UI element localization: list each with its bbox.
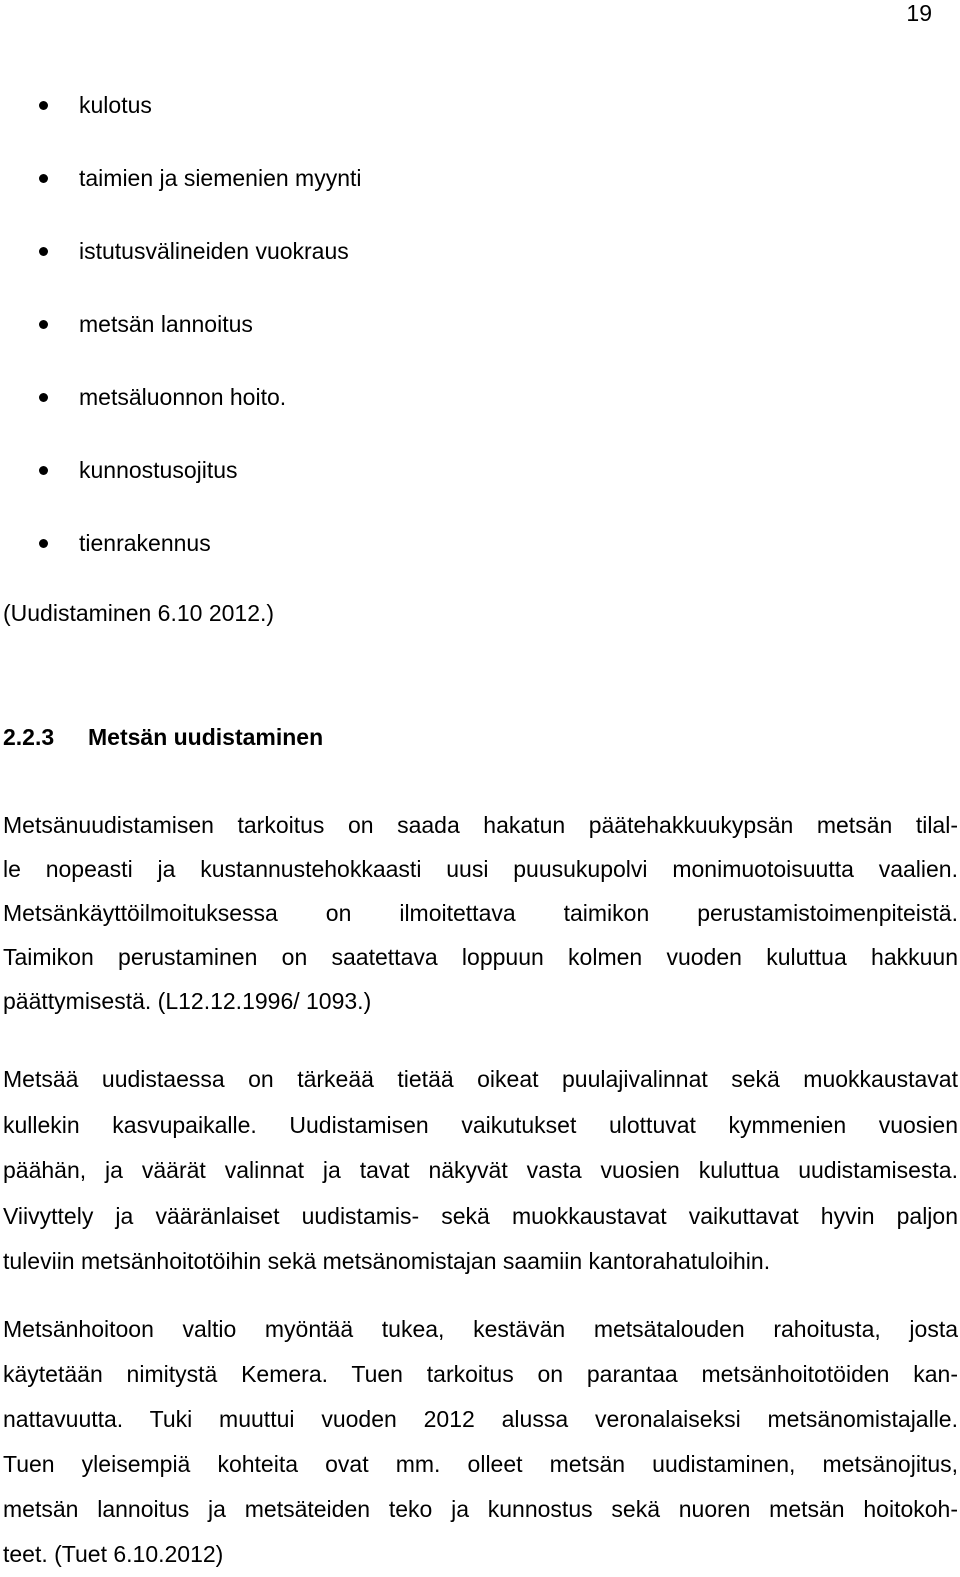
paragraph-line: käytetään nimitystä Kemera. Tuen tarkoitus on parantaa metsänhoitotöiden kan- bbox=[3, 1361, 958, 1387]
page-number: 19 bbox=[906, 0, 932, 26]
paragraph-line: nattavuutta. Tuki muuttui vuoden 2012 alussa veronalaiseksi metsänomistajalle. bbox=[3, 1406, 958, 1432]
paragraph-kemera-support bbox=[3, 1307, 958, 1577]
list-item bbox=[0, 526, 362, 599]
paragraph-line: metsän lannoitus ja metsäteiden teko ja kunnostus sekä nuoren metsän hoitokoh- bbox=[3, 1496, 958, 1522]
list-item bbox=[0, 161, 362, 234]
bullet-icon bbox=[39, 247, 48, 256]
source-citation: (Uudistaminen 6.10 2012.) bbox=[3, 600, 275, 626]
bullet-icon bbox=[39, 101, 48, 110]
paragraph-line: le nopeasti ja kustannustehokkaasti uusi puusukupolvi monimuotoisuutta vaalien. bbox=[3, 856, 958, 882]
paragraph-forest-regeneration-purpose bbox=[3, 803, 958, 1023]
paragraph-line: Metsänuudistamisen tarkoitus on saada hakatun päätehakkuukypsän metsän tilal- bbox=[3, 812, 958, 838]
list-item bbox=[0, 380, 362, 453]
list-item-text: istutusvälineiden vuokraus bbox=[79, 238, 349, 264]
list-item bbox=[0, 88, 362, 161]
paragraph-line: Metsää uudistaessa on tärkeää tietää oikeat puulajivalinnat sekä muokkaustavat bbox=[3, 1066, 958, 1092]
list-item bbox=[0, 453, 362, 526]
bullet-icon bbox=[39, 466, 48, 475]
list-item-text: kunnostusojitus bbox=[79, 457, 238, 483]
paragraph-line: päähän, ja väärät valinnat ja tavat näkyvät vasta vuosien kuluttua uudistamisesta. bbox=[3, 1157, 958, 1183]
paragraph-line: Taimikon perustaminen on saatettava loppuun kolmen vuoden kuluttua hakkuun bbox=[3, 944, 958, 970]
list-item-text: taimien ja siemenien myynti bbox=[79, 165, 362, 191]
paragraph-line: tuleviin metsänhoitotöihin sekä metsänomistajan saamiin kantorahatuloihin. bbox=[3, 1248, 771, 1274]
list-item-text: metsän lannoitus bbox=[79, 311, 253, 337]
paragraph-line: kullekin kasvupaikalle. Uudistamisen vaikutukset ulottuvat kymmenien vuosien bbox=[3, 1111, 958, 1138]
list-item bbox=[0, 307, 362, 380]
list-item-text: tienrakennus bbox=[79, 530, 211, 556]
bullet-list bbox=[0, 88, 362, 599]
list-item bbox=[0, 234, 362, 307]
paragraph-line: päättymisestä. (L12.12.1996/ 1093.) bbox=[3, 988, 372, 1014]
section-number: 2.2.3 bbox=[3, 724, 55, 750]
paragraph-line: Tuen yleisempiä kohteita ovat mm. olleet metsän uudistaminen, metsänojitus, bbox=[3, 1451, 958, 1477]
bullet-icon bbox=[39, 393, 48, 402]
section-heading bbox=[3, 720, 323, 754]
paragraph-line: Metsänhoitoon valtio myöntää tukea, kestävän metsätalouden rahoitusta, josta bbox=[3, 1316, 958, 1342]
paragraph-line: Viivyttely ja vääränlaiset uudistamis- sekä muokkaustavat vaikuttavat hyvin paljon bbox=[3, 1202, 958, 1229]
list-item-text: kulotus bbox=[79, 92, 152, 118]
paragraph-line: teet. (Tuet 6.10.2012) bbox=[3, 1541, 224, 1567]
bullet-icon bbox=[39, 174, 48, 183]
paragraph-line: Metsänkäyttöilmoituksessa on ilmoitettava taimikon perustamistoimenpiteistä. bbox=[3, 900, 958, 926]
paragraph-species-selection bbox=[3, 1057, 958, 1285]
section-title: Metsän uudistaminen bbox=[88, 724, 324, 750]
bullet-icon bbox=[39, 539, 48, 548]
list-item-text: metsäluonnon hoito. bbox=[79, 384, 287, 410]
bullet-icon bbox=[39, 320, 48, 329]
